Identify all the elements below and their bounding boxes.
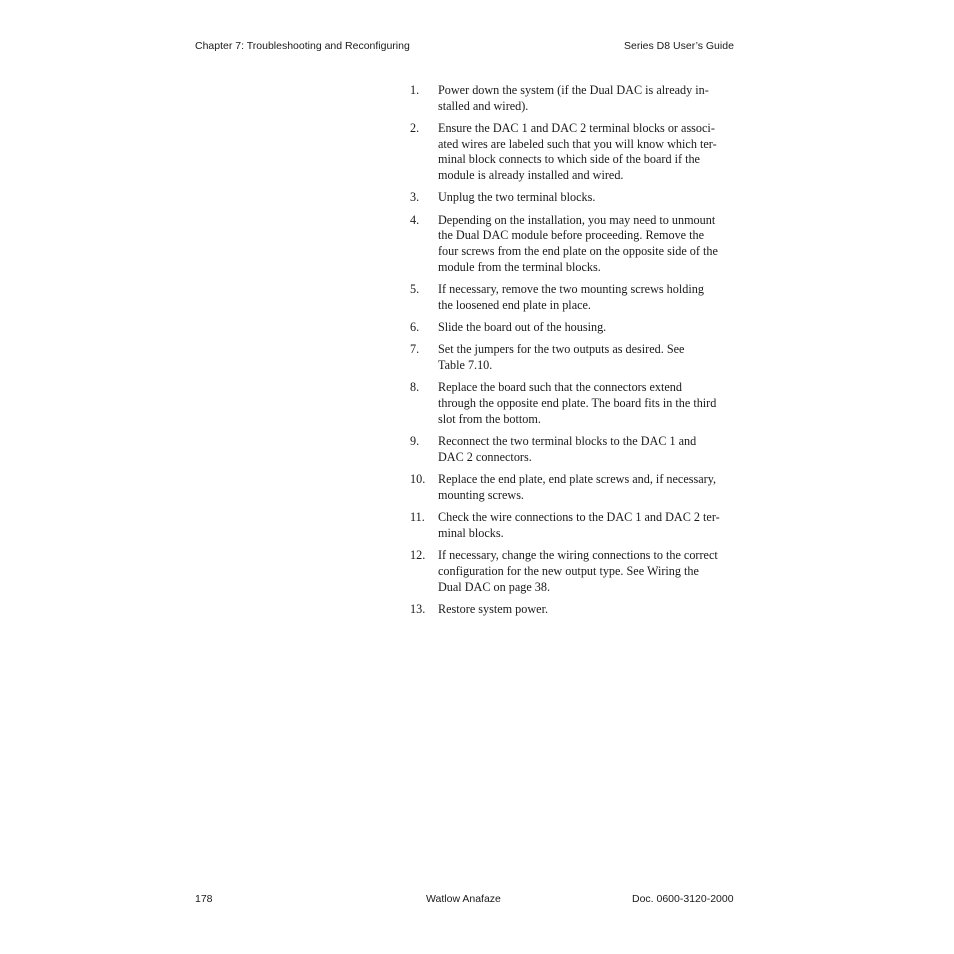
step-number: 1.	[410, 83, 420, 97]
step-text: Reconnect the two terminal blocks to the DAC 1 and DAC 2 connectors.	[438, 434, 697, 464]
step-text: Slide the board out of the housing.	[438, 320, 607, 335]
step-number: 9.	[410, 434, 420, 449]
document-number: Doc. 0600-3120-2000	[632, 893, 734, 905]
step-number: 2.	[410, 121, 420, 135]
step-text: Replace the end plate, end plate screws and, if necessary, mounting screws.	[438, 472, 717, 502]
step-item	[410, 510, 748, 541]
step-text: Unplug the two terminal blocks.	[438, 190, 596, 205]
step-text: Ensure the DAC 1 and DAC 2 terminal blocks or associ- ated wires are labeled such that you will know which ter- minal block connects to which side of the board if the module is already installed and wired.	[438, 121, 717, 183]
step-number: 3.	[410, 190, 420, 205]
chapter-title: Chapter 7: Troubleshooting and Reconfiguring	[195, 40, 410, 52]
step-text: Depending on the installation, you may need to unmount the Dual DAC module before proceeding. Remove the four screws from the end plate on the opposite side of the module from the terminal blocks.	[438, 212, 718, 274]
step-text: If necessary, remove the two mounting screws holding the loosened end plate in place.	[438, 282, 704, 312]
step-text: Check the wire connections to the DAC 1 and DAC 2 ter- minal blocks.	[438, 510, 720, 540]
step-number: 6.	[410, 320, 420, 335]
company-name: Watlow Anafaze	[426, 893, 501, 905]
step-number: 11.	[410, 510, 425, 525]
step-item	[410, 320, 748, 336]
page-number: 178	[195, 893, 213, 905]
step-number: 8.	[410, 380, 420, 395]
step-text: Replace the board such that the connectors extend through the opposite end plate. The board fits in the third slot from the bottom.	[438, 380, 717, 426]
step-item	[410, 190, 748, 206]
guide-title: Series D8 User’s Guide	[624, 40, 734, 52]
step-text: Power down the system (if the Dual DAC is already in- stalled and wired).	[438, 83, 709, 113]
step-item	[410, 602, 748, 618]
step-number: 13.	[410, 601, 426, 616]
step-item	[410, 121, 748, 184]
page-footer	[0, 893, 954, 907]
step-text: Set the jumpers for the two outputs as desired. See Table 7.10.	[438, 342, 685, 373]
step-item	[410, 548, 748, 595]
step-item	[410, 472, 748, 503]
step-item	[410, 83, 748, 114]
step-number: 12.	[410, 548, 426, 563]
step-item	[410, 213, 748, 276]
step-item	[410, 342, 748, 373]
step-item	[410, 434, 748, 465]
step-number: 7.	[410, 342, 420, 357]
step-number: 5.	[410, 282, 420, 297]
step-number: 4.	[410, 212, 420, 227]
step-item	[410, 282, 748, 313]
procedure-steps	[410, 83, 748, 624]
step-text: If necessary, change the wiring connections to the correct configuration for the new output type. See Wiring the Dual DAC on page 38.	[438, 548, 718, 594]
step-text: Restore system power.	[438, 601, 549, 616]
step-number: 10.	[410, 472, 426, 487]
page-header	[0, 40, 954, 54]
step-item	[410, 380, 748, 427]
